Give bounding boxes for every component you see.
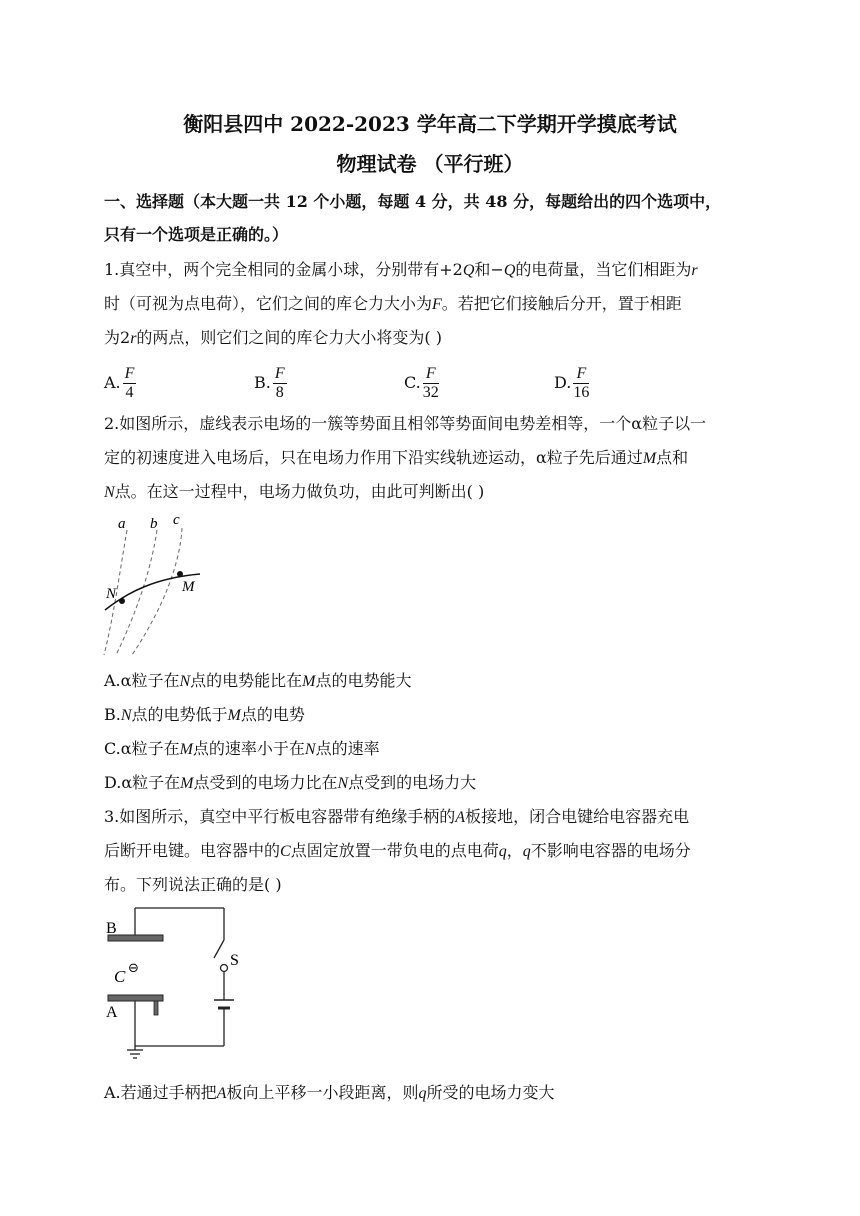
- point-n-dot: [119, 598, 125, 604]
- q2-option-c[interactable]: C.α粒子在M点的速率小于在N点的速率: [104, 739, 380, 758]
- q3-option-a[interactable]: A.若通过手柄把A板向上平移一小段距离，则q所受的电场力变大: [104, 1083, 555, 1102]
- label-b: B: [106, 920, 117, 937]
- label-a: a: [118, 516, 126, 532]
- q1-line1: 1.真空中，两个完全相同的金属小球，分别带有+2Q和−Q的电荷量，当它们相距为r: [104, 260, 698, 279]
- negative-charge-icon: ⊖: [128, 961, 139, 976]
- q2-option-d[interactable]: D.α粒子在M点受到的电场力比在N点受到的电场力大: [104, 773, 477, 792]
- q1-option-c[interactable]: C. $\frac{F}{32}$: [404, 365, 439, 401]
- q3-line1: 3.如图所示，真空中平行板电容器带有绝缘手柄的A板接地，闭合电键给电容器充电: [104, 807, 690, 826]
- label-m: M: [182, 579, 195, 595]
- section-heading-line1: 一、选择题（本大题一共 12 个小题，每题 4 分，共 48 分，每题给出的四个选项中，: [104, 192, 722, 211]
- q1-option-d[interactable]: D. $\frac{F}{16}$: [554, 365, 590, 401]
- label-s: S: [230, 952, 239, 969]
- label-c: c: [173, 512, 180, 528]
- q2-option-a[interactable]: A.α粒子在N点的电势能比在M点的电势能大: [104, 671, 412, 690]
- point-m-dot: [177, 571, 183, 577]
- label-c: C: [114, 967, 126, 986]
- q1-option-b[interactable]: B. $\frac{F}{8}$: [254, 365, 285, 401]
- label-n: N: [106, 586, 117, 602]
- q3-capacitor-circuit-figure: [100, 900, 260, 1062]
- switch-arm: [214, 940, 224, 958]
- equipotential-c: [132, 528, 182, 655]
- equipotential-b: [116, 530, 157, 655]
- switch-contact: [221, 965, 228, 972]
- q1-line2: 时（可视为点电荷），它们之间的库仑力大小为F。若把它们接触后分开，置于相距: [104, 294, 682, 313]
- section-heading-line2: 只有一个选项是正确的。）: [104, 225, 289, 244]
- q3-line2: 后断开电键。电容器中的C点固定放置一带负电的点电荷q，q不影响电容器的电场分: [104, 841, 691, 860]
- plate-a: [108, 995, 163, 1001]
- exam-title: 衡阳县四中 2022-2023 学年高二下学期开学摸底考试: [183, 112, 677, 136]
- q3-line3: 布。下列说法正确的是( ): [104, 875, 282, 894]
- exam-subtitle: 物理试卷 （平行班）: [336, 152, 524, 176]
- q2-line1: 2.如图所示，虚线表示电场的一簇等势面且相邻等势面间电势差相等，一个α粒子以一: [104, 414, 707, 433]
- q2-equipotential-figure: [100, 510, 210, 658]
- q1-option-a[interactable]: A. $\frac{F}{4}$: [104, 365, 135, 401]
- insulating-handle: [154, 1001, 158, 1015]
- q1-line3: 为2r的两点，则它们之间的库仑力大小将变为( ): [104, 328, 442, 347]
- q2-option-b[interactable]: B.N点的电势低于M点的电势: [104, 705, 305, 724]
- q2-line3: N点。在这一过程中，电场力做负功，由此可判断出( ): [104, 482, 485, 501]
- label-b: b: [150, 516, 158, 532]
- label-a: A: [106, 1004, 118, 1021]
- q2-line2: 定的初速度进入电场后，只在电场力作用下沿实线轨迹运动，α粒子先后通过M点和: [104, 448, 689, 467]
